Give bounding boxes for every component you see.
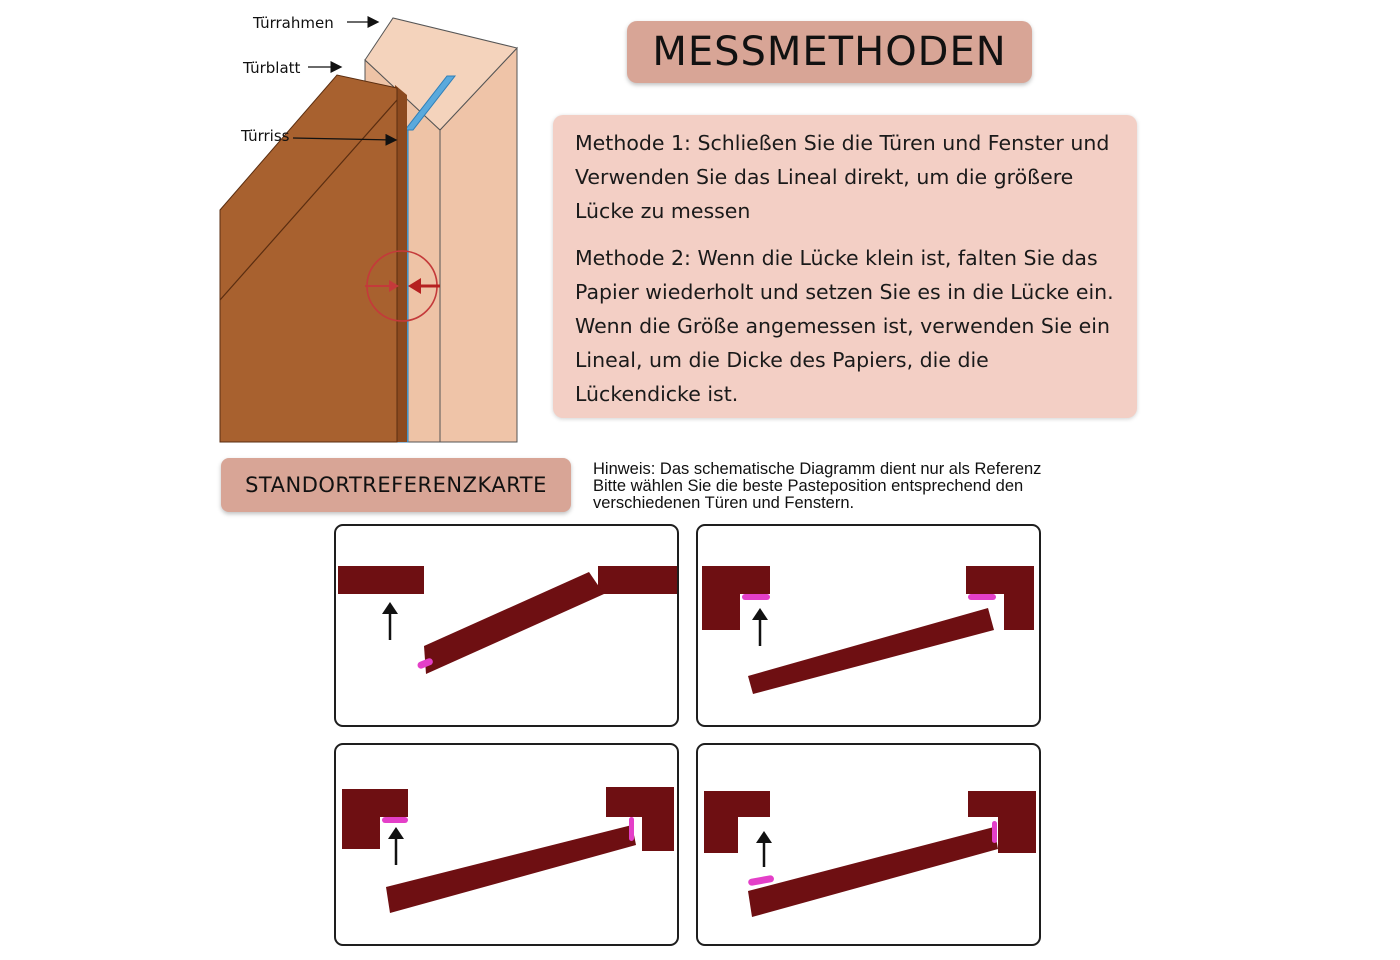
placement-diagram-2: [698, 526, 1039, 725]
note: [593, 461, 1153, 512]
push-arrowhead: [752, 608, 768, 620]
method-2-text: Methode 2: Wenn die Lücke klein ist, falten Sie das Papier wiederholt und setzen Sie es in die Lücke ein. Wenn die Größe angemessen ist, verwenden Sie ein Lineal, um die Dicke des Papiers, die die Lückendicke ist.: [575, 246, 1114, 406]
methods-box: [553, 115, 1137, 418]
left-frame-block: [338, 566, 424, 594]
seal-strip-right: [992, 821, 997, 843]
note-line-2: Bitte wählen Sie die beste Pasteposition entsprechend den: [593, 477, 1024, 495]
seal-strip-right: [629, 817, 634, 841]
swinging-leaf: [748, 608, 994, 694]
location-card-title: STANDORTREFERENZKARTE: [221, 458, 571, 512]
swinging-leaf: [748, 827, 998, 917]
label-frame: Türrahmen: [253, 14, 334, 32]
left-frame-block: [704, 791, 770, 853]
door-diagram: [215, 10, 525, 450]
push-arrowhead: [388, 827, 404, 839]
label-leaf: Türblatt: [243, 59, 301, 77]
push-arrowhead: [756, 831, 772, 843]
placement-diagram-3: [336, 745, 677, 944]
placement-panel-3: [334, 743, 679, 946]
placement-panel-2: [696, 524, 1041, 727]
push-arrowhead: [382, 602, 398, 614]
method-1-text: Methode 1: Schließen Sie die Türen und Fenster und Verwenden Sie das Lineal direkt, um die größere Lücke zu messen: [575, 131, 1110, 223]
placement-diagram-4: [698, 745, 1039, 944]
page-title: MESSMETHODEN: [627, 21, 1032, 83]
label-gap: Türriss: [241, 127, 290, 145]
seal-strip-left: [748, 875, 775, 886]
placement-diagram-1: [336, 526, 677, 725]
placement-panel-4: [696, 743, 1041, 946]
seal-strip-left: [742, 594, 770, 600]
door-illustration: [215, 10, 525, 450]
seal-strip-right: [968, 594, 996, 600]
swinging-leaf: [386, 825, 636, 913]
right-frame-block: [598, 566, 677, 594]
placement-panel-1: [334, 524, 679, 727]
seal-strip-left: [382, 817, 408, 823]
note-line-3: verschiedenen Türen und Fenstern.: [593, 494, 855, 512]
note-line-1: Hinweis: Das schematische Diagramm dient nur als Referenz: [593, 460, 1042, 478]
swinging-leaf: [424, 572, 604, 674]
